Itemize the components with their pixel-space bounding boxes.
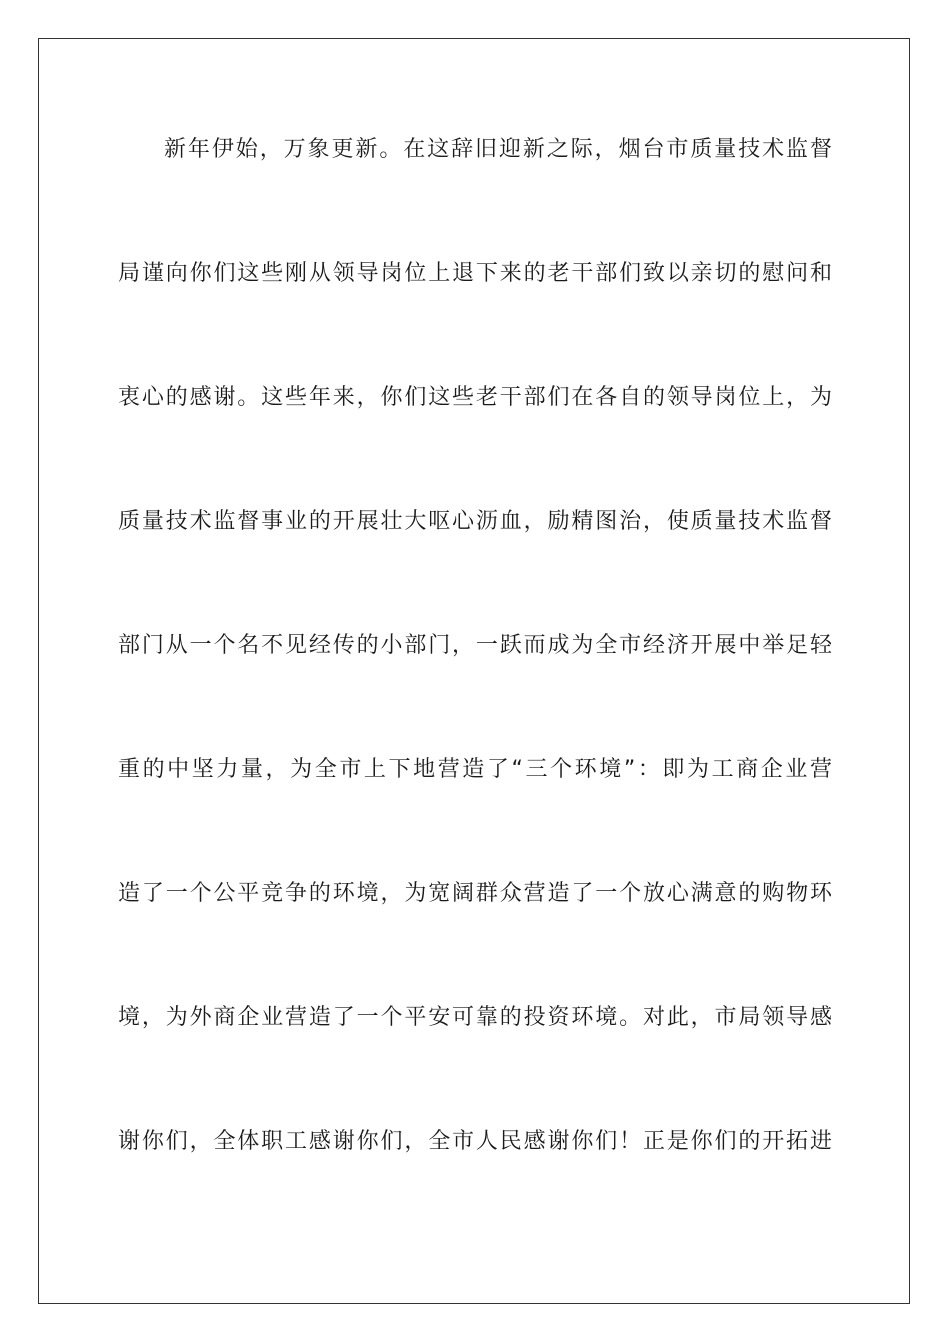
body-text — [118, 130, 832, 1246]
text-line: 重的中坚力量，为全市上下地营造了“三个环境”：即为工商企业营 — [118, 757, 832, 782]
text-line: 衷心的感谢。这些年来，你们这些老干部们在各自的领导岗位上，为 — [118, 385, 832, 410]
text-line: 境，为外商企业营造了一个平安可靠的投资环境。对此，市局领导感 — [118, 1005, 832, 1030]
text-line: 局谨向你们这些刚从领导岗位上退下来的老干部们致以亲切的慰问和 — [118, 261, 832, 286]
text-line: 质量技术监督事业的开展壮大呕心沥血，励精图治，使质量技术监督 — [118, 509, 832, 534]
text-line: 造了一个公平竞争的环境，为宽阔群众营造了一个放心满意的购物环 — [118, 881, 832, 906]
text-line: 部门从一个名不见经传的小部门，一跃而成为全市经济开展中举足轻 — [118, 633, 832, 658]
text-line: 新年伊始，万象更新。在这辞旧迎新之际，烟台市质量技术监督 — [164, 137, 832, 162]
text-line: 谢你们，全体职工感谢你们，全市人民感谢你们！正是你们的开拓进 — [118, 1129, 832, 1154]
